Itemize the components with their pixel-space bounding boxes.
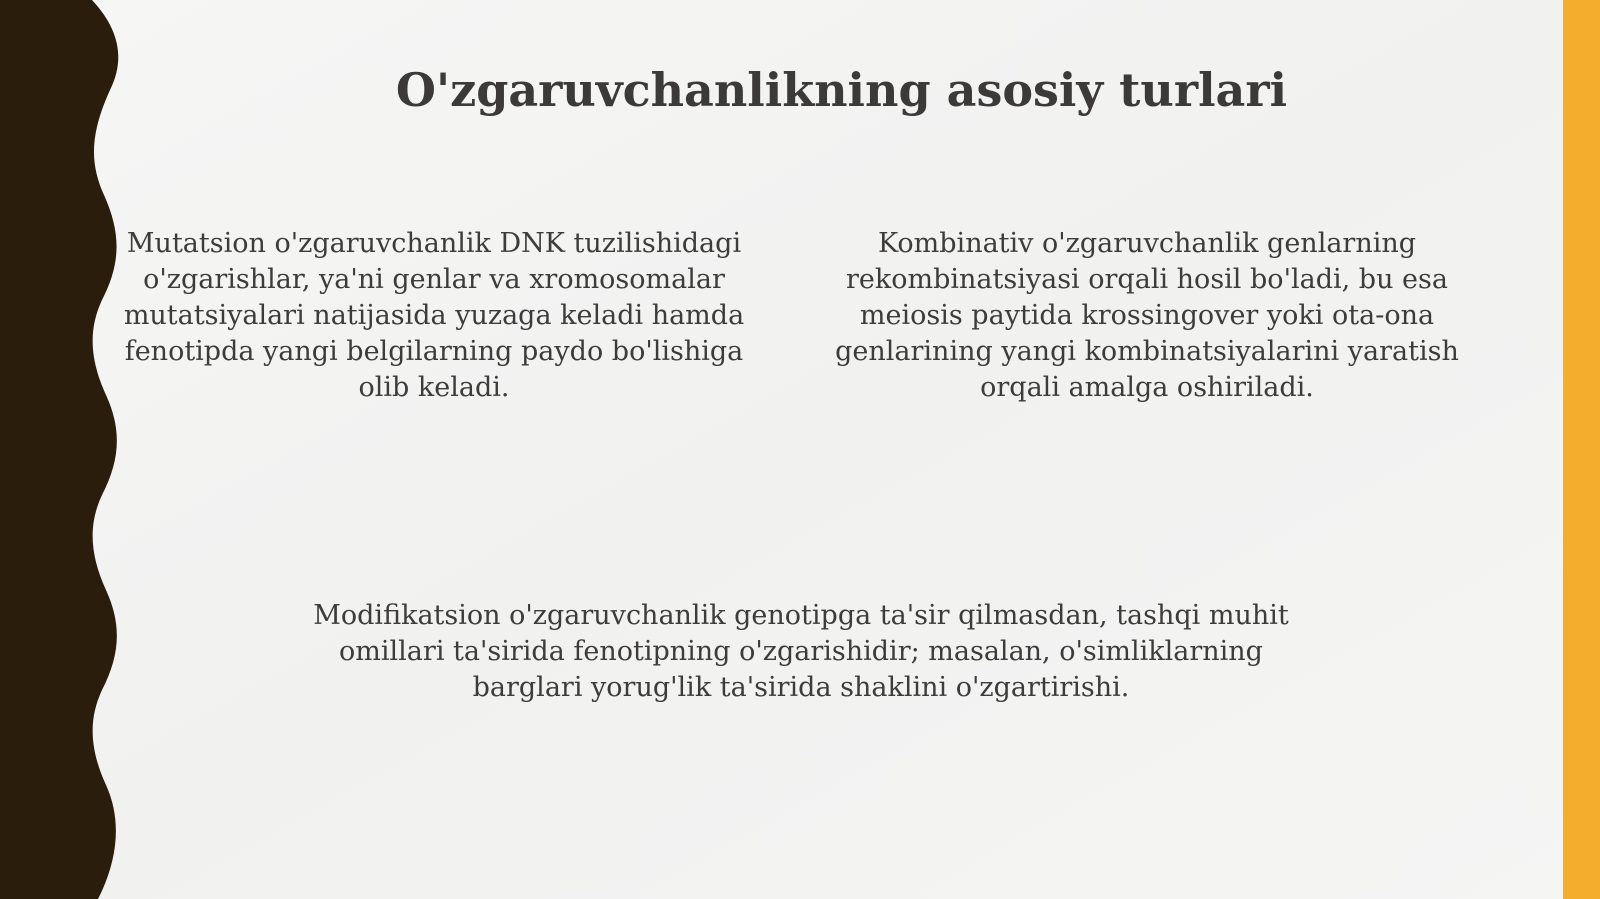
accent-bar [1563, 0, 1600, 899]
combinative-variability-text: Kombinativ o'zgaruvchanlik genlarning rekombinatsiyasi orqali hosil bo'ladi, bu esa meiosis paytida krossingover yoki ota-ona genlarining yangi kombinatsiyalarini yaratish orqali amalga oshiriladi. [835, 228, 1459, 403]
wavy-left-band [0, 0, 120, 899]
mutational-variability-text: Mutatsion o'zgaruvchanlik DNK tuzilishidagi o'zgarishlar, ya'ni genlar va xromosomalar mutatsiyalari natijasida yuzaga keladi hamda fenotipda yangi belgilarning paydo bo'lishiga olib keladi. [123, 228, 745, 403]
modification-variability-text: Modifikatsion o'zgaruvchanlik genotipga ta'sir qilmasdan, tashqi muhit omillari ta'sirida fenotipning o'zgarishidir; masalan, o'simliklarning barglari yorug'lik ta'sirida shaklini o'zgartirishi. [313, 600, 1289, 703]
slide-title: O'zgaruvchanlikning asosiy turlari [395, 63, 1288, 117]
